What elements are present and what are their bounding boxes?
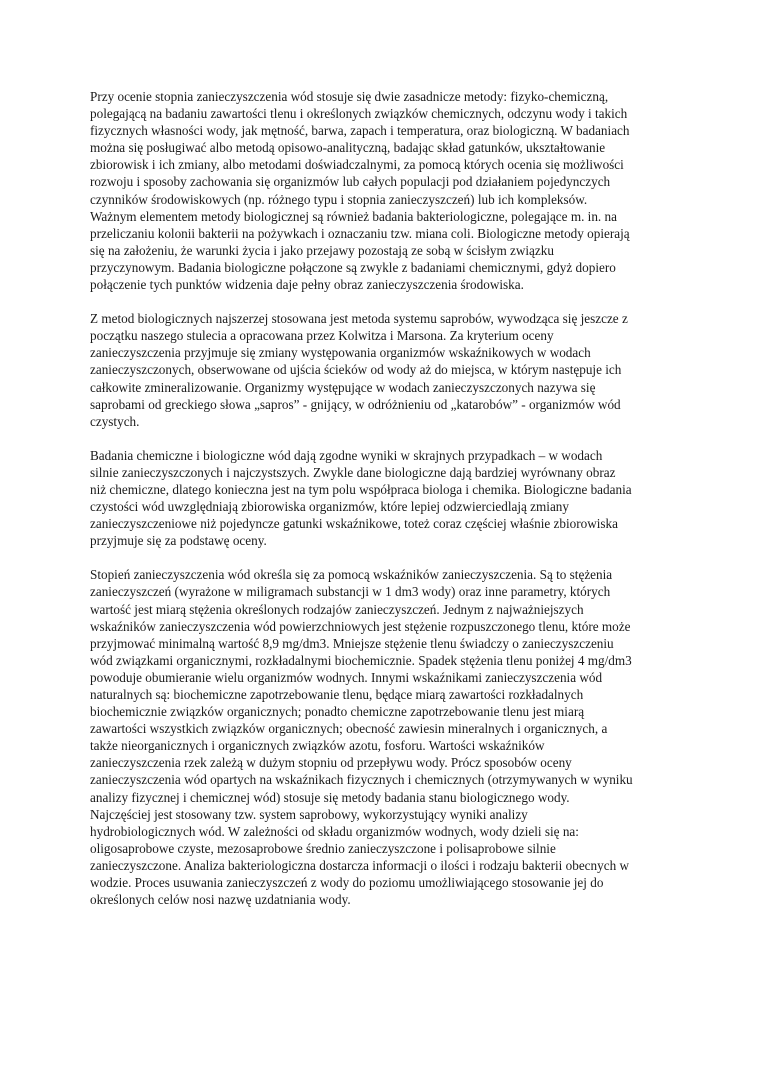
paragraph-chemical-biological-comparison: Badania chemiczne i biologiczne wód dają zgodne wyniki w skrajnych przypadkach – w wodach silnie zanieczyszczonych i najczystszych. Zwykle dane biologiczne dają bardziej wyrównany obraz niż chemiczne, dlatego konieczna jest na tym polu współpraca biologa i chemika. Biologiczne badania czystości wód uwzględniają zbiorowiska organizmów, które lepiej odzwierciedlają zmiany zanieczyszczeniowe niż pojedyncze gatunki wskaźnikowe, toteż coraz częściej właśnie zbiorowiska przyjmuje się za podstawę oceny. bbox=[90, 447, 632, 549]
paragraph-assessment-methods: Przy ocenie stopnia zanieczyszczenia wód stosuje się dwie zasadnicze metody: fizyko-chemiczną, polegającą na badaniu zawartości tlenu i określonych związków chemicznych, odczynu wody i takich fizycznych własności wody, jak mętność, barwa, zapach i temperatura, oraz biologiczną. W badaniach można się posługiwać albo metodą opisowo-analityczną, badając skład gatunków, ukształtowanie zbiorowisk i ich zmiany, albo metodami doświadczalnymi, za pomocą których ocenia się możliwości rozwoju i sposoby zachowania się organizmów lub całych populacji pod działaniem pojedynczych czynników środowiskowych (np. różnego typu i stopnia zanieczyszczeń) lub ich kompleksów. Ważnym elementem metody biologicznej są również badania bakteriologiczne, polegające m. in. na przeliczaniu kolonii bakterii na pożywkach i oznaczaniu tzw. miana coli. Biologiczne metody opierają się na założeniu, że warunki życia i jako przejawy pozostają ze sobą w ścisłym związku przyczynowym. Badania biologiczne połączone są zwykle z badaniami chemicznymi, gdyż dopiero połączenie tych punktów widzenia daje pełny obraz zanieczyszczenia środowiska. bbox=[90, 89, 630, 293]
paragraph-saprobic-system: Z metod biologicznych najszerzej stosowana jest metoda systemu saprobów, wywodząca się jeszcze z początku naszego stulecia a opracowana przez Kolwitza i Marsona. Za kryterium oceny zanieczyszczenia przyjmuje się zmiany występowania organizmów wskaźnikowych w wodach zanieczyszczonych, obserwowane od ujścia ścieków od wody aż do miejsca, w którym następuje ich całkowite zmineralizowanie. Organizmy występujące w wodach zanieczyszczonych nazywa się saprobami od greckiego słowa „sapros” - gnijący, w odróżnieniu od „katarobów” - organizmów wód czystych. bbox=[90, 311, 628, 429]
document-body bbox=[90, 88, 680, 925]
paragraph-pollution-indicators: Stopień zanieczyszczenia wód określa się za pomocą wskaźników zanieczyszczenia. Są to stężenia zanieczyszczeń (wyrażone w miligramach substancji w 1 dm3 wody) oraz inne parametry, których wartość jest miarą stężenia określonych rodzajów zanieczyszczeń. Jednym z najważniejszych wskaźników zanieczyszczenia wód powierzchniowych jest stężenie rozpuszczonego tlenu, które może przyjmować minimalną wartość 8,9 mg/dm3. Mniejsze stężenie tlenu świadczy o zanieczyszczeniu wód związkami organicznymi, rozkładalnymi biochemicznie. Spadek stężenia tlenu poniżej 4 mg/dm3 powoduje obumieranie wielu organizmów wodnych. Innymi wskaźnikami zanieczyszczenia wód naturalnych są: biochemiczne zapotrzebowanie tlenu, będące miarą zawartości rozkładalnych biochemicznie związków organicznych; ponadto chemiczne zapotrzebowanie tlenu jest miarą zawartości wszystkich związków organicznych; obecność zawiesin mineralnych i organicznych, a także nieorganicznych i organicznych związków azotu, fosforu. Wartości wskaźników zanieczyszczenia rzek zależą w dużym stopniu od przepływu wody. Prócz sposobów oceny zanieczyszczenia wód opartych na wskaźnikach fizycznych i chemicznych (otrzymywanych w wyniku analizy fizycznej i chemicznej wód) stosuje się metody badania stanu biologicznego wody. Najczęściej jest stosowany tzw. system saprobowy, wykorzystujący wyniki analizy hydrobiologicznych wód. W zależności od składu organizmów wodnych, wody dzieli się na: oligosaprobowe czyste, mezosaprobowe średnio zanieczyszczone i polisaprobowe silnie zanieczyszczone. Analiza bakteriologiczna dostarcza informacji o ilości i rodzaju bakterii obecnych w wodzie. Proces usuwania zanieczyszczeń z wody do poziomu umożliwiającego stosowanie jej do określonych celów nosi nazwę uzdatniania wody. bbox=[90, 567, 633, 908]
